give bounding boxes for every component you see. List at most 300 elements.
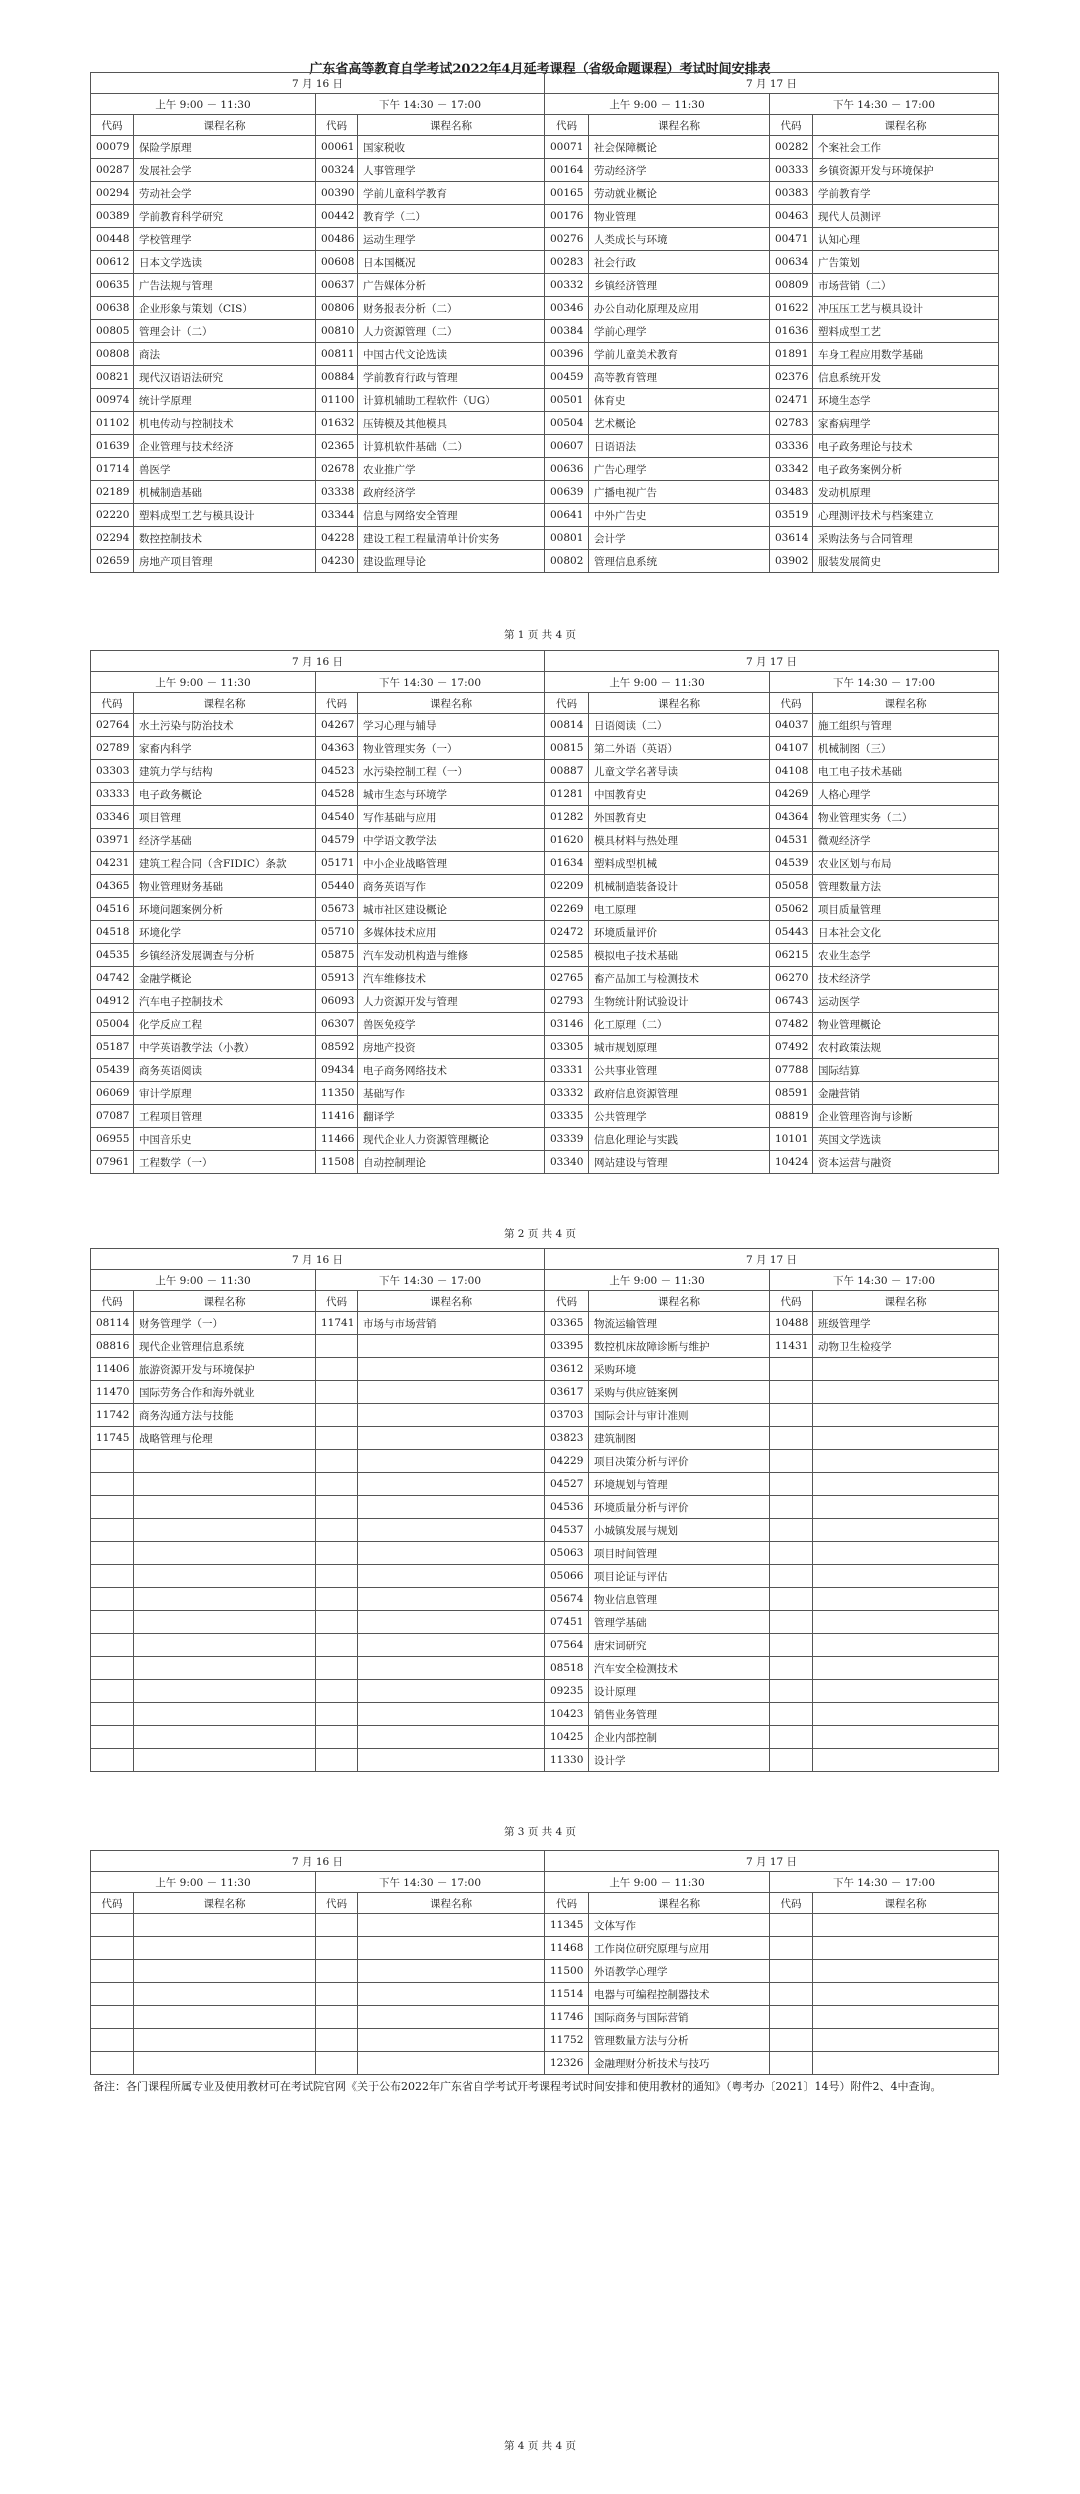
course-name-cell: 电子政务案例分析 [813,458,999,481]
course-name-cell: 信息化理论与实践 [589,1128,770,1151]
course-code-cell [91,1588,134,1611]
course-code-cell: 00486 [316,228,358,251]
course-name-cell [134,2029,316,2052]
schedule-table [90,650,999,1174]
course-name-cell: 基础写作 [358,1082,545,1105]
course-code-cell: 03303 [91,760,134,783]
course-name-cell: 学前儿童美术教育 [589,343,770,366]
course-code-cell [316,1565,358,1588]
course-name-cell: 房地产投资 [358,1036,545,1059]
course-name-cell: 企业内部控制 [589,1726,770,1749]
course-name-column-header: 课程名称 [589,115,770,136]
course-name-cell: 数控控制技术 [134,527,316,550]
course-code-cell: 11350 [316,1082,358,1105]
course-code-cell: 04527 [545,1473,589,1496]
course-code-cell: 05062 [770,898,813,921]
table-row [91,1128,999,1151]
course-code-cell: 03823 [545,1427,589,1450]
course-name-cell: 儿童文学名著导读 [589,760,770,783]
course-name-column-header: 课程名称 [813,1893,999,1914]
course-code-cell: 08816 [91,1335,134,1358]
course-name-cell: 城市社区建设概论 [358,898,545,921]
course-name-cell: 运动生理学 [358,228,545,251]
course-code-cell [770,1473,813,1496]
course-code-cell [770,1519,813,1542]
course-code-cell: 04365 [91,875,134,898]
course-code-cell: 00612 [91,251,134,274]
course-name-cell: 建筑力学与结构 [134,760,316,783]
course-code-cell: 00636 [545,458,589,481]
course-code-cell [316,1611,358,1634]
course-name-cell: 市场与市场营销 [358,1312,545,1335]
course-code-cell: 03344 [316,504,358,527]
course-code-cell: 02585 [545,944,589,967]
course-code-cell [770,1611,813,1634]
course-name-cell: 项目时间管理 [589,1542,770,1565]
course-name-cell [358,1680,545,1703]
table-row [91,1151,999,1174]
date-header: 7 月 17 日 [545,1249,999,1270]
table-row [91,944,999,967]
course-name-cell: 采购法务与合同管理 [813,527,999,550]
time-slot-header: 上午 9:00 － 11:30 [91,1872,316,1893]
course-name-cell: 计算机软件基础（二） [358,435,545,458]
course-name-cell: 国际会计与审计准则 [589,1404,770,1427]
course-name-cell: 中外广告史 [589,504,770,527]
course-name-cell: 人力资源管理（二） [358,320,545,343]
course-code-cell: 11406 [91,1358,134,1381]
course-name-cell [358,1657,545,1680]
time-slot-header: 下午 14:30 － 17:00 [770,1872,999,1893]
course-name-cell: 外国教育史 [589,806,770,829]
course-name-cell: 网站建设与管理 [589,1151,770,1174]
course-name-cell: 物业管理实务（一） [358,737,545,760]
course-name-cell: 战略管理与伦理 [134,1427,316,1450]
course-name-cell [358,1404,545,1427]
course-code-cell: 04516 [91,898,134,921]
course-code-cell [316,1726,358,1749]
table-row [91,1381,999,1404]
course-name-cell [134,2006,316,2029]
table-row [91,1335,999,1358]
table-row [91,458,999,481]
course-code-cell: 00459 [545,366,589,389]
course-code-cell: 06215 [770,944,813,967]
course-code-cell [770,1937,813,1960]
course-name-cell [813,1427,999,1450]
course-name-cell: 自动控制理论 [358,1151,545,1174]
course-name-cell [813,1611,999,1634]
course-code-cell: 02209 [545,875,589,898]
course-code-cell [91,2029,134,2052]
course-name-cell [358,1749,545,1772]
course-code-cell: 00635 [91,274,134,297]
course-name-cell: 人事管理学 [358,159,545,182]
course-code-cell: 03612 [545,1358,589,1381]
course-name-cell: 金融理财分析技术与技巧 [589,2052,770,2075]
course-code-cell: 03305 [545,1036,589,1059]
date-header: 7 月 16 日 [91,1249,545,1270]
date-header: 7 月 16 日 [91,73,545,94]
course-name-cell [358,2052,545,2075]
course-name-cell: 现代企业人力资源管理概论 [358,1128,545,1151]
course-name-cell [358,2006,545,2029]
course-name-cell: 公共管理学 [589,1105,770,1128]
course-name-cell: 高等教育管理 [589,366,770,389]
course-code-cell [770,1542,813,1565]
table-row [91,504,999,527]
course-name-cell: 文体写作 [589,1914,770,1937]
course-name-cell [358,1588,545,1611]
course-name-cell: 环境质量评价 [589,921,770,944]
course-code-cell: 00608 [316,251,358,274]
course-code-cell [316,1358,358,1381]
course-name-cell: 认知心理 [813,228,999,251]
course-name-cell: 电子商务网络技术 [358,1059,545,1082]
course-code-cell: 00294 [91,182,134,205]
table-row [91,1036,999,1059]
course-name-cell [358,1611,545,1634]
course-code-cell: 00463 [770,205,813,228]
course-code-cell: 00061 [316,136,358,159]
course-code-cell: 04518 [91,921,134,944]
course-name-cell: 计算机辅助工程软件（UG） [358,389,545,412]
course-name-cell [358,1358,545,1381]
course-name-cell [813,1960,999,1983]
course-name-cell: 金融营销 [813,1082,999,1105]
course-code-cell: 00333 [770,159,813,182]
table-row [91,1960,999,1983]
table-row [91,1983,999,2006]
course-name-cell: 农村政策法规 [813,1036,999,1059]
course-code-cell: 04231 [91,852,134,875]
course-code-cell [316,1450,358,1473]
course-code-cell [316,1496,358,1519]
course-code-cell: 11752 [545,2029,589,2052]
course-name-cell: 企业管理咨询与诊断 [813,1105,999,1128]
course-name-cell: 经济学基础 [134,829,316,852]
course-code-cell: 00801 [545,527,589,550]
table-row [91,829,999,852]
course-code-cell: 00176 [545,205,589,228]
course-name-cell: 乡镇经济发展调查与分析 [134,944,316,967]
table-row [91,1312,999,1335]
course-code-cell: 05710 [316,921,358,944]
course-code-cell: 01891 [770,343,813,366]
table-row [91,182,999,205]
course-name-cell [813,1404,999,1427]
table-row [91,852,999,875]
course-code-cell: 02659 [91,550,134,573]
course-name-cell: 劳动社会学 [134,182,316,205]
course-name-cell: 管理数量方法 [813,875,999,898]
course-name-cell: 广告法规与管理 [134,274,316,297]
course-name-cell [358,1519,545,1542]
course-code-cell [316,1519,358,1542]
course-code-cell: 00815 [545,737,589,760]
course-code-cell: 00806 [316,297,358,320]
course-code-cell [316,1404,358,1427]
page-number: 第 4 页 共 4 页 [503,2440,577,2452]
course-name-cell [358,1703,545,1726]
course-name-cell: 物业信息管理 [589,1588,770,1611]
course-name-cell: 日本社会文化 [813,921,999,944]
table-row [91,806,999,829]
course-name-cell: 管理学基础 [589,1611,770,1634]
course-name-cell [813,1749,999,1772]
course-name-cell: 中小企业战略管理 [358,852,545,875]
course-name-cell: 电工电子技术基础 [813,760,999,783]
course-name-cell: 外语教学心理学 [589,1960,770,1983]
course-code-cell: 06069 [91,1082,134,1105]
course-code-cell: 11741 [316,1312,358,1335]
course-name-cell [358,1937,545,1960]
course-code-cell [770,1703,813,1726]
course-code-cell: 00637 [316,274,358,297]
course-code-cell: 02783 [770,412,813,435]
course-name-cell [134,1960,316,1983]
course-code-cell: 08114 [91,1312,134,1335]
date-header-row [91,73,999,94]
course-code-cell: 03617 [545,1381,589,1404]
course-name-cell: 兽医学 [134,458,316,481]
course-code-cell: 00504 [545,412,589,435]
course-code-cell: 05674 [545,1588,589,1611]
course-code-cell: 08819 [770,1105,813,1128]
course-code-cell [316,1749,358,1772]
course-code-cell: 02294 [91,527,134,550]
course-name-cell: 房地产项目管理 [134,550,316,573]
course-code-cell: 11416 [316,1105,358,1128]
course-name-cell [134,1749,316,1772]
course-code-cell: 00324 [316,159,358,182]
table-row [91,1358,999,1381]
course-name-cell: 日语阅读（二） [589,714,770,737]
course-name-cell: 广告策划 [813,251,999,274]
time-slot-header: 上午 9:00 － 11:30 [91,672,316,693]
course-code-cell [770,1404,813,1427]
course-name-cell: 化学反应工程 [134,1013,316,1036]
course-name-column-header: 课程名称 [589,1291,770,1312]
code-column-header: 代码 [545,115,589,136]
time-slot-header: 下午 14:30 － 17:00 [316,672,545,693]
course-name-cell: 广告媒体分析 [358,274,545,297]
course-code-cell: 03519 [770,504,813,527]
course-name-cell [813,1565,999,1588]
course-name-cell [134,1914,316,1937]
course-code-cell: 04228 [316,527,358,550]
table-row [91,1749,999,1772]
course-name-cell: 国家税收 [358,136,545,159]
course-name-cell: 物业管理概论 [813,1013,999,1036]
course-code-cell [316,1703,358,1726]
course-name-cell: 汽车电子控制技术 [134,990,316,1013]
course-code-cell: 00287 [91,159,134,182]
course-name-cell [813,1588,999,1611]
course-code-cell [316,1657,358,1680]
course-code-cell: 09235 [545,1680,589,1703]
schedule-table [90,1850,999,2075]
course-code-cell: 08592 [316,1036,358,1059]
course-code-cell: 03902 [770,550,813,573]
course-name-cell: 人力资源开发与管理 [358,990,545,1013]
course-name-cell: 班级管理学 [813,1312,999,1335]
course-code-cell: 11746 [545,2006,589,2029]
course-code-cell [316,1914,358,1937]
course-code-cell: 01620 [545,829,589,852]
course-code-cell: 00071 [545,136,589,159]
course-name-cell [813,1473,999,1496]
course-name-cell: 国际结算 [813,1059,999,1082]
code-column-header: 代码 [770,1893,813,1914]
table-row [91,1680,999,1703]
course-name-cell: 信息系统开发 [813,366,999,389]
course-code-cell [770,1427,813,1450]
course-code-cell: 00396 [545,343,589,366]
course-code-cell: 03342 [770,458,813,481]
table-row [91,412,999,435]
code-column-header: 代码 [545,693,589,714]
time-slot-header: 下午 14:30 － 17:00 [770,1270,999,1291]
course-name-cell: 畜产品加工与检测技术 [589,967,770,990]
course-code-cell: 04540 [316,806,358,829]
course-name-cell: 旅游资源开发与环境保护 [134,1358,316,1381]
course-code-cell: 00442 [316,205,358,228]
course-name-cell [134,1703,316,1726]
course-name-column-header: 课程名称 [134,115,316,136]
course-name-cell: 审计学原理 [134,1082,316,1105]
course-name-cell: 建筑工程合同（含FIDIC）条款 [134,852,316,875]
course-code-cell [91,1542,134,1565]
course-code-cell [770,1960,813,1983]
course-name-cell: 国际劳务合作和海外就业 [134,1381,316,1404]
course-name-cell: 小城镇发展与规划 [589,1519,770,1542]
course-name-cell [358,1565,545,1588]
course-name-cell: 物业管理 [589,205,770,228]
course-name-cell [134,1450,316,1473]
table-row [91,159,999,182]
course-name-cell: 社会行政 [589,251,770,274]
schedule-table [90,1248,999,1772]
date-header-row [91,1249,999,1270]
course-name-column-header: 课程名称 [358,1291,545,1312]
course-code-cell [770,1496,813,1519]
table-row [91,366,999,389]
course-code-cell: 04363 [316,737,358,760]
course-name-column-header: 课程名称 [358,1893,545,1914]
time-header-row [91,1872,999,1893]
time-slot-header: 上午 9:00 － 11:30 [545,1872,770,1893]
course-name-cell: 教育学（二） [358,205,545,228]
course-name-cell [813,2006,999,2029]
course-name-cell [813,1680,999,1703]
course-code-cell: 05066 [545,1565,589,1588]
course-name-cell: 商务英语阅读 [134,1059,316,1082]
course-code-cell [91,1960,134,1983]
course-name-cell: 唐宋词研究 [589,1634,770,1657]
course-code-cell: 05440 [316,875,358,898]
course-name-cell: 建设监理导论 [358,550,545,573]
table-row [91,1726,999,1749]
table-row [91,714,999,737]
course-name-cell [134,1634,316,1657]
course-name-cell: 现代人员测评 [813,205,999,228]
course-code-cell: 03332 [545,1082,589,1105]
course-code-cell: 01102 [91,412,134,435]
course-name-cell [358,1726,545,1749]
table-row [91,251,999,274]
course-code-cell: 02472 [545,921,589,944]
course-name-cell: 管理信息系统 [589,550,770,573]
course-code-cell: 08518 [545,1657,589,1680]
course-name-cell: 学前教育科学研究 [134,205,316,228]
course-name-cell: 建设工程工程量清单计价实务 [358,527,545,550]
course-name-cell: 中国音乐史 [134,1128,316,1151]
course-name-cell: 物业管理财务基础 [134,875,316,898]
course-name-cell [813,1381,999,1404]
course-name-cell [358,1983,545,2006]
table-row [91,1703,999,1726]
course-code-cell [316,1937,358,1960]
course-code-cell: 01622 [770,297,813,320]
course-code-cell: 00814 [545,714,589,737]
course-name-cell: 学校管理学 [134,228,316,251]
course-name-cell: 艺术概论 [589,412,770,435]
course-name-column-header: 课程名称 [813,1291,999,1312]
course-code-cell: 00390 [316,182,358,205]
course-name-cell: 市场营销（二） [813,274,999,297]
course-code-cell: 00641 [545,504,589,527]
course-name-cell: 物业管理实务（二） [813,806,999,829]
course-code-cell: 03395 [545,1335,589,1358]
course-name-column-header: 课程名称 [589,1893,770,1914]
course-name-cell: 动物卫生检疫学 [813,1335,999,1358]
course-code-cell: 07482 [770,1013,813,1036]
table-row [91,228,999,251]
course-code-cell [91,1496,134,1519]
course-name-cell: 机械制造基础 [134,481,316,504]
course-name-cell: 英国文学选读 [813,1128,999,1151]
course-name-cell [358,1335,545,1358]
time-slot-header: 上午 9:00 － 11:30 [545,672,770,693]
course-name-cell: 社会保障概论 [589,136,770,159]
course-code-cell: 04269 [770,783,813,806]
course-code-cell [770,1914,813,1937]
course-name-cell: 数控机床故障诊断与维护 [589,1335,770,1358]
course-name-cell: 发动机原理 [813,481,999,504]
course-name-column-header: 课程名称 [813,115,999,136]
course-name-cell [813,1496,999,1519]
course-name-cell: 学前儿童科学教育 [358,182,545,205]
course-code-cell: 07788 [770,1059,813,1082]
course-code-cell [91,1914,134,1937]
course-name-cell: 项目质量管理 [813,898,999,921]
course-name-cell: 机电传动与控制技术 [134,412,316,435]
course-name-cell: 塑料成型工艺与模具设计 [134,504,316,527]
course-name-cell: 学前心理学 [589,320,770,343]
course-name-cell: 商法 [134,343,316,366]
course-name-cell: 兽医免疫学 [358,1013,545,1036]
table-row [91,1082,999,1105]
course-name-cell: 汽车维修技术 [358,967,545,990]
course-code-cell: 04742 [91,967,134,990]
course-code-cell: 00808 [91,343,134,366]
course-name-cell [358,1542,545,1565]
course-name-cell [813,1542,999,1565]
course-name-cell: 资本运营与融资 [813,1151,999,1174]
course-name-cell [813,2029,999,2052]
course-code-cell: 00821 [91,366,134,389]
